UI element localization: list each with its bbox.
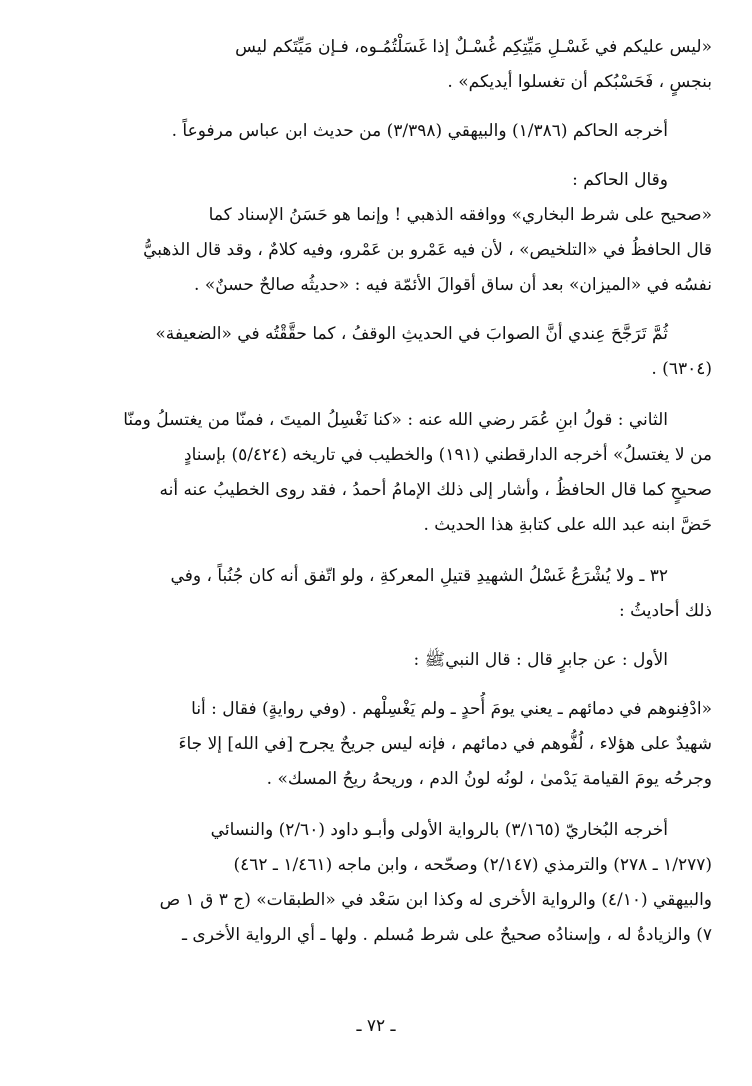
text-line: والبيهقي (٤/١٠) والرواية الأخرى له وكذا ابن سَعْد في «الطبقات» (ج ٣ ق ١ ص [159,890,712,910]
page-number: ـ ٧٢ ـ [356,1016,396,1036]
text-line: أخرجه البُخاريّ (٣/١٦٥) بالرواية الأولى وأبـو داود (٢/٦٠) والنسائي [210,820,668,840]
author-note-paragraph [52,317,712,387]
text-line: قال الحافظُ في «التلخيص» ، لأن فيه عَمْرو بن عَمْرو، وفيه كلامٌ ، وقد قال الذهبيُّ [143,240,712,260]
text-line: «ادْفِنوهم في دمائهم ـ يعني يومَ أُحدٍ ـ ولم يَغْسِلْهم . (وفي روايةٍ) فقال : أنا [191,699,712,719]
text-line: الثاني : قولُ ابنِ عُمَر رضي الله عنه : «كنا نَغْسِلُ الميتَ ، فمنّا من يغتسلُ ومنّا [123,410,668,430]
hadith-quote-1 [52,30,712,100]
text-line: ذلك أحاديثُ : [618,601,712,621]
text-line: وجرحُه يومَ القيامة يَدْمىٰ ، لونُه لونُ الدم ، وريحهُ ريحُ المسك» . [266,769,712,789]
text-line: (٦٣٠٤) . [651,359,712,379]
text-line: ٧) والزيادةُ له ، وإسنادُه صحيحٌ على شرط مُسلم . ولها ـ أي الرواية الأخرى ـ [182,925,712,945]
takhrij-paragraph-1 [52,114,712,149]
text-line: حَضَّ ابنه عبد الله على كتابةِ هذا الحديث . [423,515,712,535]
hakim-comment-paragraph [52,163,712,303]
takhrij-paragraph-2 [52,813,712,953]
text-line: أخرجه الحاكم (١/٣٨٦) والبيهقي (٣/٣٩٨) من حديث ابن عباس مرفوعاً . [171,121,668,141]
text-line: شهيدٌ على هؤلاء ، لُفُّوهم في دمائهم ، فإنه ليس جريحٌ يجرح [في الله] إلا جاءَ [178,734,712,754]
text-line: «ليس عليكم في غَسْـلِ مَيِّتِكِم غُسْـلٌ إذا غَسَلْتُمُـوه، فـإن مَيِّتَكم ليس [235,37,712,57]
text-line: من لا يغتسلُ» أخرجه الدارقطني (١٩١) والخطيب في تاريخه (٥/٤٢٤) بإسنادٍ [184,445,712,465]
text-line: بنجسٍ ، فَحَسْبُكم أن تغسلوا أيديكم» . [447,72,712,92]
hadith-quote-2 [52,692,712,797]
text-line: ٣٢ ـ ولا يُشْرَعُ غَسْلُ الشهيدِ قتيلِ المعركةِ ، ولو اتّفق أنه كان جُنُباً ، وفي [170,566,668,586]
text-line: وقال الحاكم : [572,170,668,190]
page-body [52,30,712,953]
text-line: (١/٢٧٧ ـ ٢٧٨) والترمذي (٢/١٤٧) وصحّحه ، وابن ماجه (١/٤٦١ ـ ٤٦٢) [233,855,712,875]
text-line: «صحيح على شرط البخاري» ووافقه الذهبي ! وإنما هو حَسَنُ الإسناد كما [208,205,712,225]
text-line: الأول : عن جابرٍ قال : قال النبيﷺ : [413,650,668,670]
first-hadith-heading [52,643,712,678]
text-line: صحيحٍ كما قال الحافظُ ، وأشار إلى ذلك الإمامُ أحمدُ ، فقد روى الخطيبُ عنه أنه [159,480,712,500]
text-line: نفسُه في «الميزان» بعد أن ساق أقوالَ الأئمّة فيه : «حديثُه صالحٌ حسنٌ» . [194,275,712,295]
text-line: ثُمَّ تَرَجَّحَ عِندي أنَّ الصوابَ في الحديثِ الوقفُ ، كما حقَّقْتُه في «الضعيفة» [155,324,668,344]
second-narration-paragraph [52,403,712,543]
section-32-paragraph [52,559,712,629]
